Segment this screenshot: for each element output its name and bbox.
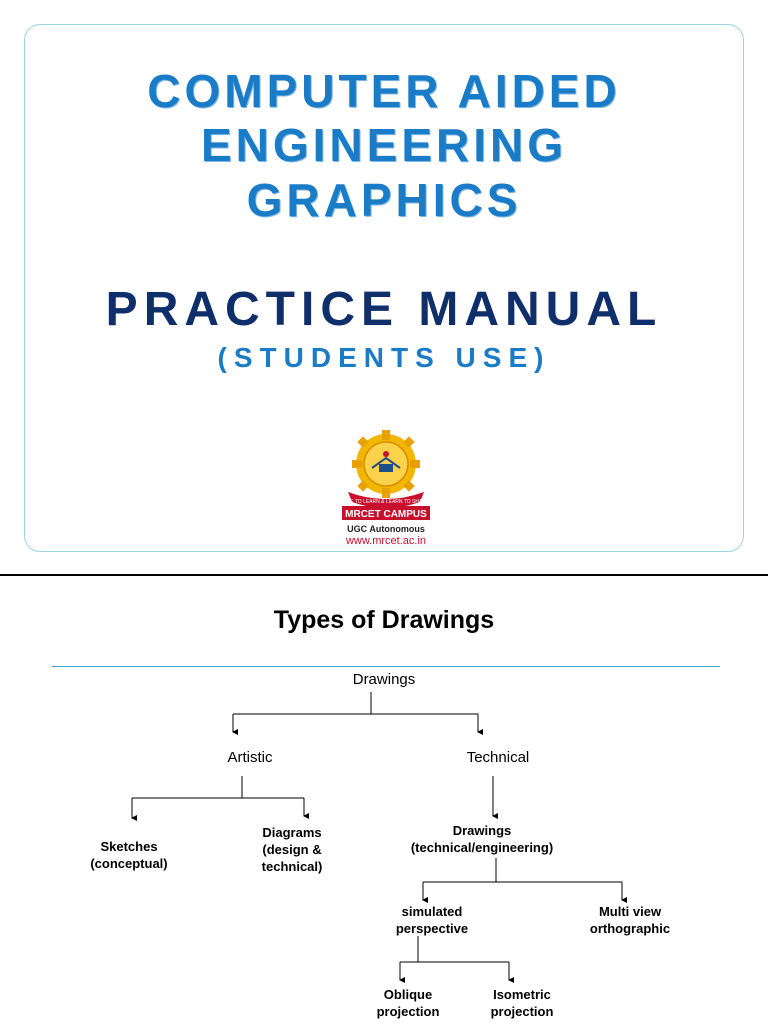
students-use-tagline: (STUDENTS USE) xyxy=(217,342,551,373)
node-sketches: Sketches (conceptual) xyxy=(90,839,168,871)
logo-url: www.mrcet.ac.in xyxy=(345,535,427,547)
types-of-drawings-slide xyxy=(0,576,768,1024)
root-connector xyxy=(233,692,478,730)
title-line-2: ENGINEERING xyxy=(200,119,568,171)
title-line-3: GRAPHICS xyxy=(246,174,522,226)
node-technical: Technical xyxy=(466,749,530,766)
node-isometric-projection: Isometric projection xyxy=(490,987,554,1019)
gear-emblem-icon xyxy=(352,430,420,498)
node-oblique-projection: Oblique projection xyxy=(376,987,440,1019)
logo-motto: LIVE TO LEARN & LEARN TO SHARE xyxy=(342,499,430,505)
drawing-types-tree xyxy=(0,576,768,1024)
practice-manual-heading: PRACTICE MANUAL xyxy=(105,283,663,336)
node-diagrams: Diagrams (design & technical) xyxy=(261,825,323,874)
artistic-connector xyxy=(132,776,304,814)
node-drawings: Drawings xyxy=(352,671,416,688)
simulated-connector xyxy=(400,936,509,976)
node-simulated-perspective: simulated perspective xyxy=(395,904,469,936)
node-multiview-orthographic: Multi view orthographic xyxy=(589,904,671,936)
logo-banner: MRCET CAMPUS xyxy=(345,509,427,520)
title-line-1: COMPUTER AIDED xyxy=(147,65,621,117)
logo-autonomous: UGC Autonomous xyxy=(347,524,425,534)
tech-drawings-connector xyxy=(423,858,622,896)
mrcet-logo xyxy=(332,428,440,552)
node-technical-drawings: Drawings (technical/engineering) xyxy=(410,823,554,855)
slide-title: Types of Drawings xyxy=(273,606,495,634)
node-artistic: Artistic xyxy=(227,749,273,766)
